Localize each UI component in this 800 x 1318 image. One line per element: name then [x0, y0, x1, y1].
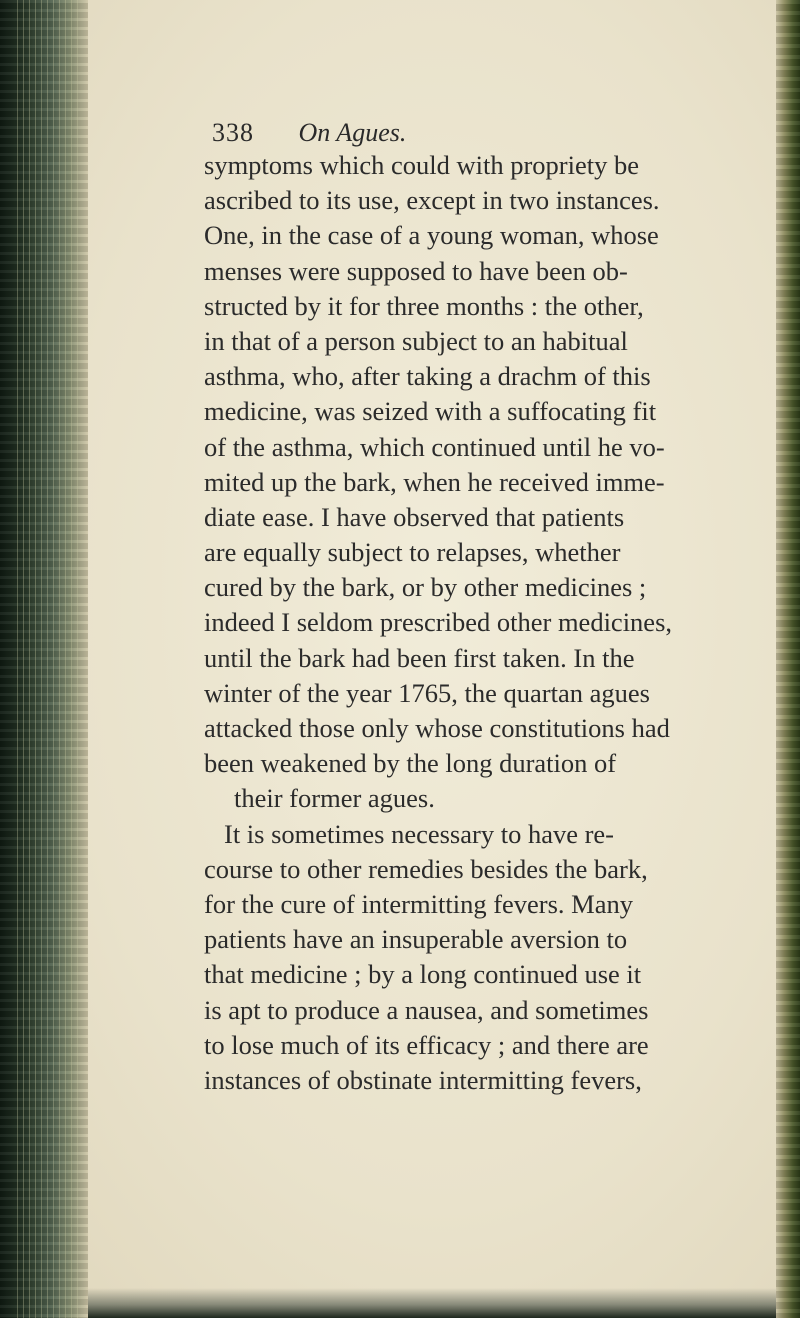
text-line: their former agues. — [234, 783, 435, 814]
page-number: 338 — [212, 118, 254, 147]
text-line: of the asthma, which continued until he vo- — [204, 431, 665, 462]
text-line: attacked those only whose constitutions had — [204, 713, 670, 743]
text-line: is apt to produce a nausea, and sometimes — [204, 994, 649, 1025]
right-binding-edge — [776, 0, 800, 1318]
text-line: It is sometimes necessary to have re- — [224, 818, 615, 849]
text-line: in that of a person subject to an habitual — [204, 325, 628, 356]
text-line: indeed I seldom prescribed other medicines, — [204, 607, 673, 638]
text-line: instances of obstinate intermitting fevers, — [204, 1064, 642, 1095]
text-line: patients have an insuperable aversion to — [204, 924, 628, 955]
text-line: that medicine ; by a long continued use it — [204, 959, 642, 990]
text-line: been weakened by the long duration of — [204, 748, 617, 779]
running-head — [212, 118, 406, 148]
text-line: winter of the year 1765, the quartan agues — [204, 677, 650, 708]
text-line: ascribed to its use, except in two instances. — [204, 185, 660, 216]
text-line: symptoms which could with propriety be — [204, 150, 639, 180]
text-line: for the cure of intermitting fevers. Many — [204, 888, 634, 919]
text-line: structed by it for three months : the other, — [204, 290, 644, 321]
left-binding-edge — [0, 0, 88, 1318]
running-title: On Agues. — [298, 118, 407, 147]
text-line: One, in the case of a young woman, whose — [204, 220, 659, 251]
text-line: course to other remedies besides the bark, — [204, 853, 648, 884]
text-line: cured by the bark, or by other medicines ; — [204, 572, 647, 603]
text-line: to lose much of its efficacy ; and there are — [204, 1029, 649, 1060]
page-edges — [12, 0, 82, 1318]
text-line: medicine, was seized with a suffocating fit — [204, 396, 657, 427]
text-line: until the bark had been first taken. In the — [204, 642, 635, 673]
text-line: are equally subject to relapses, whether — [204, 537, 621, 568]
bottom-page-shadow — [88, 1288, 776, 1318]
text-line: diate ease. I have observed that patients — [204, 501, 625, 532]
text-line: mited up the bark, when he received imme- — [204, 466, 665, 497]
body-text — [204, 148, 744, 1098]
text-line: menses were supposed to have been ob- — [204, 255, 628, 286]
text-line: asthma, who, after taking a drachm of this — [204, 361, 651, 392]
